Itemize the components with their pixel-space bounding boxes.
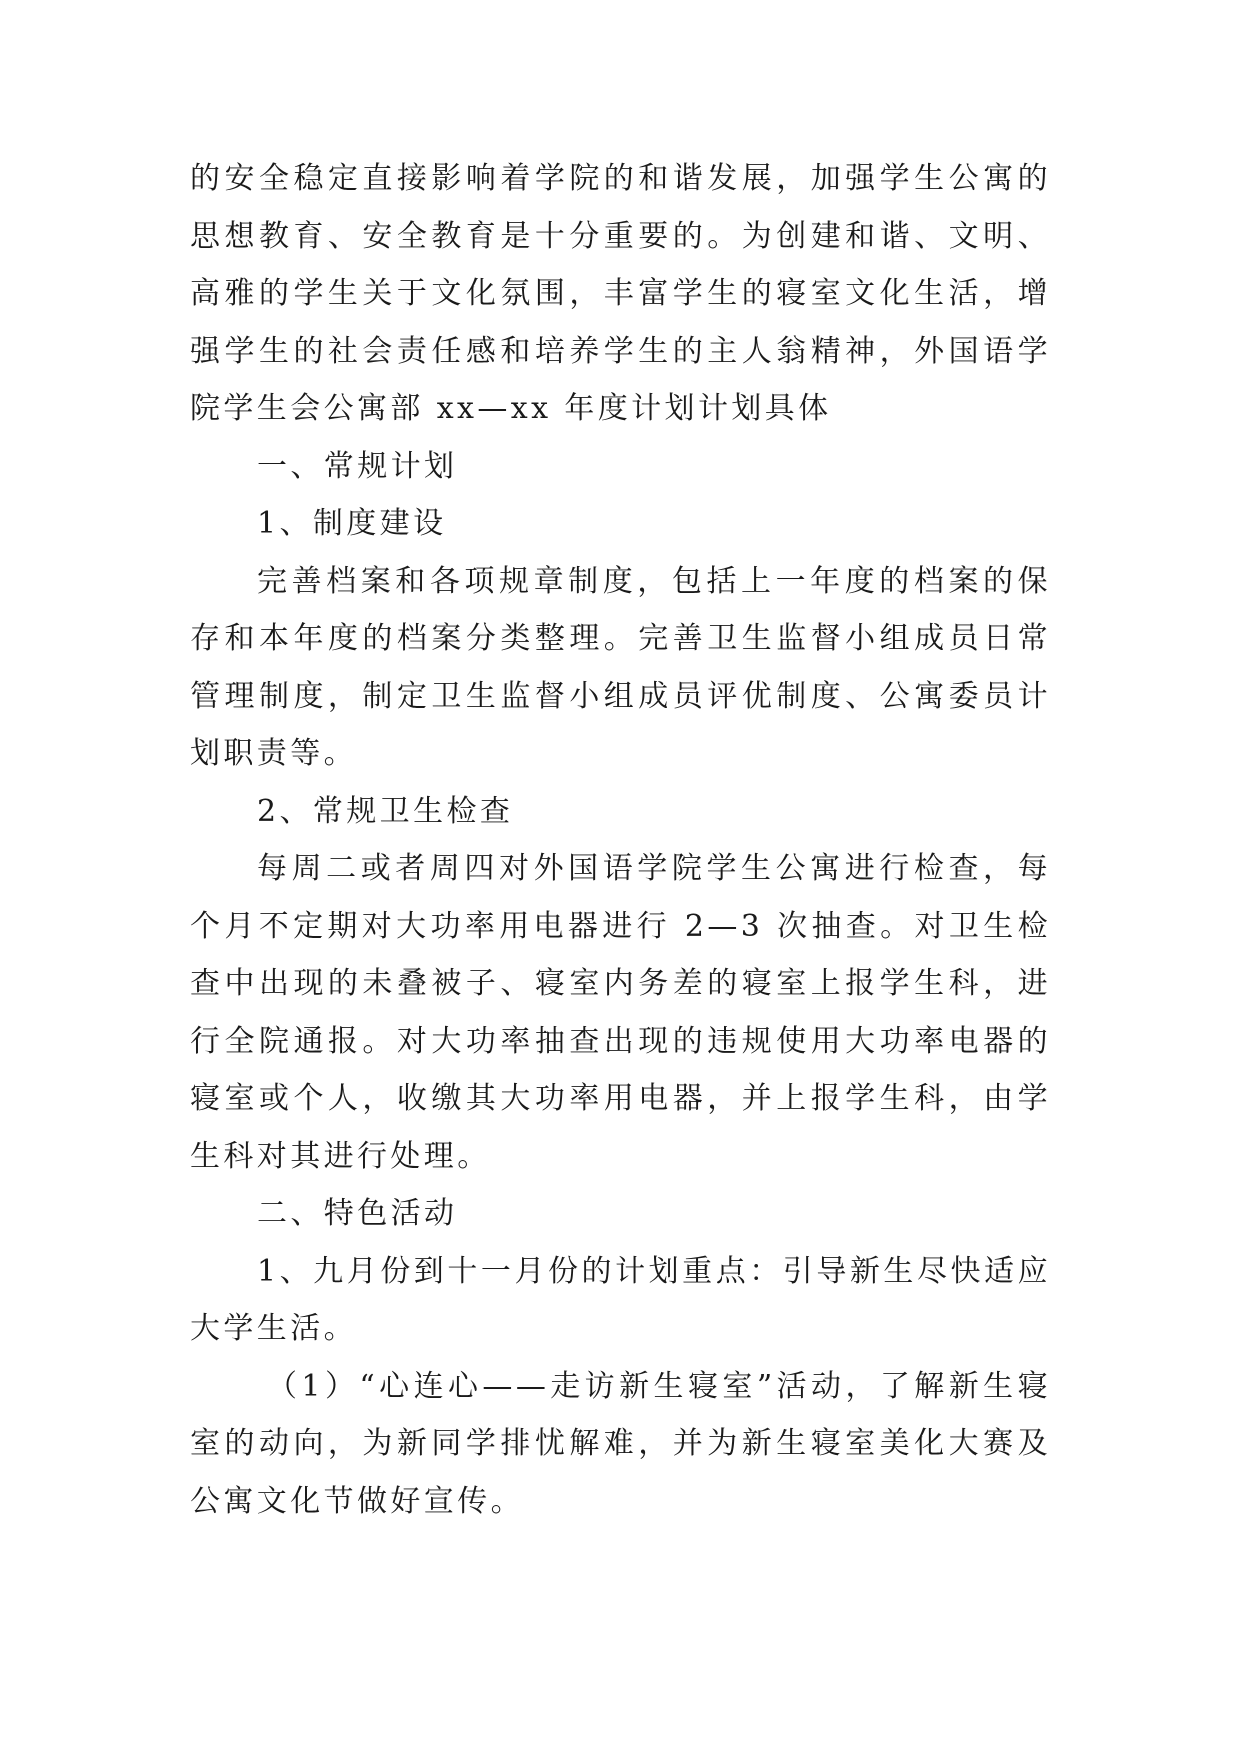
- paragraph-hygiene-check: 每周二或者周四对外国语学院学生公寓进行检查，每个月不定期对大功率用电器进行 2—3 次抽查。对卫生检查中出现的未叠被子、寝室内务差的寝室上报学生科，进行全院通报。对大功率抽查出现的违规使用大功率电器的寝室或个人，收缴其大功率用电器，并上报学生科，由学生科对其进行处理。: [190, 851, 1051, 1174]
- subheading-system-building: 1、制度建设: [257, 506, 447, 541]
- paragraph-intro: 的安全稳定直接影响着学院的和谐发展，加强学生公寓的思想教育、安全教育是十分重要的。为创建和谐、文明、高雅的学生关于文化氛围，丰富学生的寝室文化生活，增强学生的社会责任感和培养学生的主人翁精神，外国语学院学生会公寓部 xx—xx 年度计划计划具体: [190, 161, 1051, 426]
- paragraph-system-building: 完善档案和各项规章制度，包括上一年度的档案的保存和本年度的档案分类整理。完善卫生监督小组成员日常管理制度，制定卫生监督小组成员评优制度、公寓委员计划职责等。: [190, 563, 1051, 771]
- paragraph-sep-nov-focus: 1、九月份到十一月份的计划重点：引导新生尽快适应大学生活。: [190, 1253, 1051, 1346]
- heading-special-activities: 二、特色活动: [257, 1196, 458, 1231]
- paragraph-dorm-visit-activity: （1）“心连心——走访新生寝室”活动，了解新生寝室的动向，为新同学排忧解难，并为新生寝室美化大赛及公寓文化节做好宣传。: [190, 1368, 1051, 1519]
- document-body: [190, 150, 1051, 1530]
- heading-routine-plan: 一、常规计划: [257, 448, 458, 484]
- subheading-hygiene-check: 2、常规卫生检查: [257, 793, 514, 829]
